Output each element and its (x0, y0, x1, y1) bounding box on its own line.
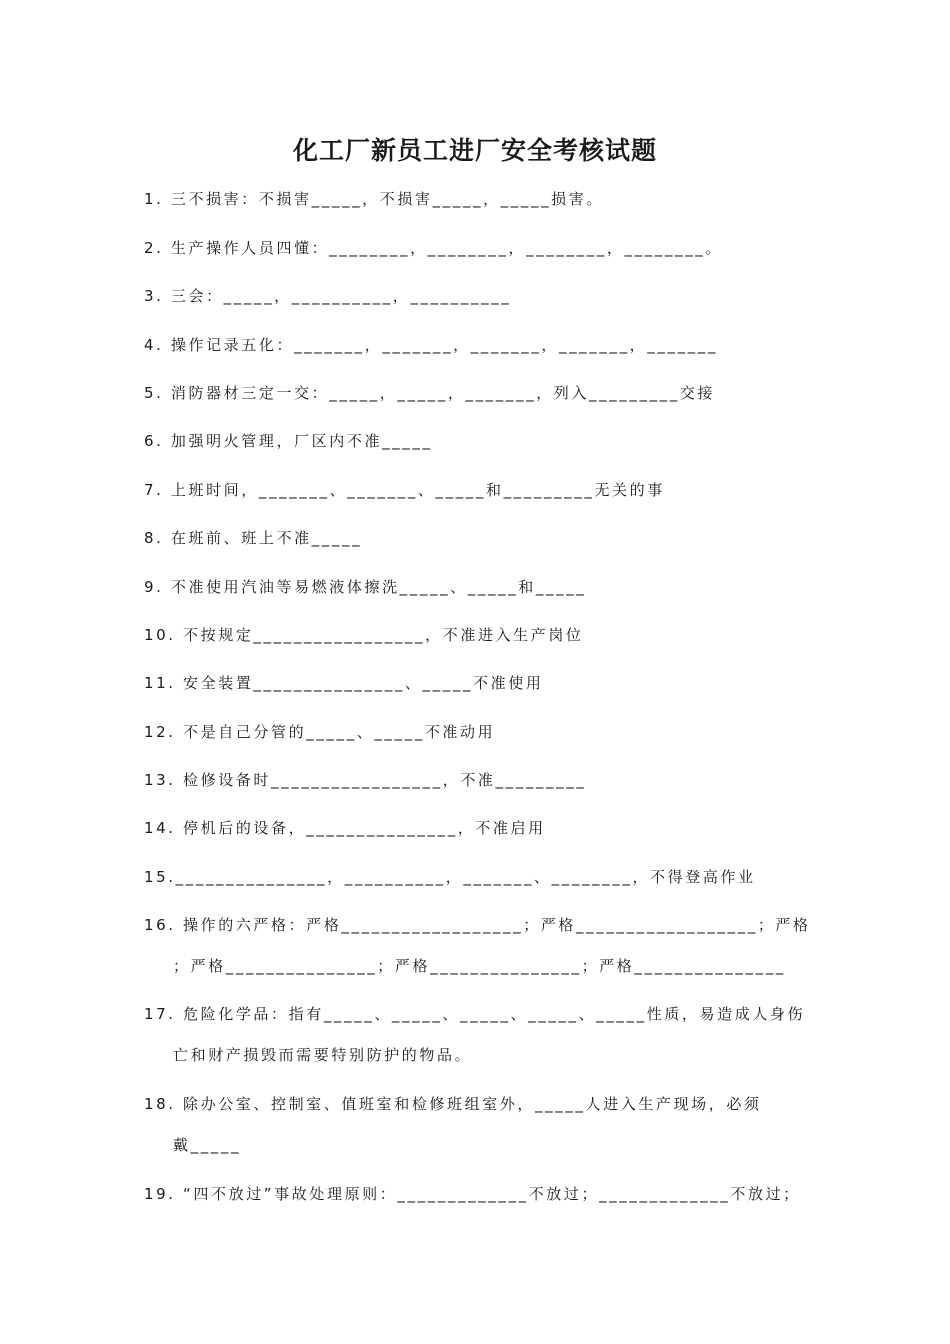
question-16-line-1: 16. 操作的六严格：严格__________________；严格__________________；严格 (144, 916, 811, 934)
question-7: 7. 上班时间，_______、_______、_____和_________无关的事 (144, 481, 665, 499)
question-17-line-1: 17. 危险化学品：指有_____、_____、_____、_____、_____性质，易造成人身伤 (144, 1005, 806, 1023)
question-5: 5. 消防器材三定一交：_____，_____，_______，列入_________交接 (144, 384, 716, 402)
question-15: 15._______________，__________，_______、________，不得登高作业 (144, 868, 756, 886)
question-13: 13. 检修设备时_________________，不准_________ (144, 771, 587, 789)
question-9: 9. 不准使用汽油等易燃液体擦洗_____、_____和_____ (144, 578, 587, 596)
question-2: 2. 生产操作人员四懂：________，________，________，________。 (144, 239, 723, 257)
question-10: 10. 不按规定_________________，不准进入生产岗位 (144, 626, 584, 644)
question-16-line-2: ；严格_______________；严格_______________；严格_______________ (173, 957, 786, 975)
question-1: 1. 三不损害：不损害_____，不损害_____，_____损害。 (144, 190, 604, 208)
question-11: 11. 安全装置_______________、_____不准使用 (144, 674, 544, 692)
question-17-line-2: 亡和财产损毁而需要特别防护的物品。 (173, 1046, 473, 1064)
question-19: 19. “四不放过”事故处理原则：_____________不放过；_____________不放过； (144, 1185, 801, 1203)
page-title: 化工厂新员工进厂安全考核试题 (292, 136, 657, 165)
question-4: 4. 操作记录五化：_______，_______，_______，_______，_______ (144, 336, 718, 354)
question-18-line-2: 戴_____ (173, 1136, 242, 1154)
question-3: 3. 三会：_____，__________，__________ (144, 287, 512, 305)
question-12: 12. 不是自己分管的_____、_____不准动用 (144, 723, 496, 741)
question-18-line-1: 18. 除办公室、控制室、值班室和检修班组室外，_____人进入生产现场，必须 (144, 1095, 762, 1113)
question-6: 6. 加强明火管理，厂区内不准_____ (144, 432, 433, 450)
question-14: 14. 停机后的设备，_______________，不准启用 (144, 819, 546, 837)
question-8: 8. 在班前、班上不准_____ (144, 529, 363, 547)
